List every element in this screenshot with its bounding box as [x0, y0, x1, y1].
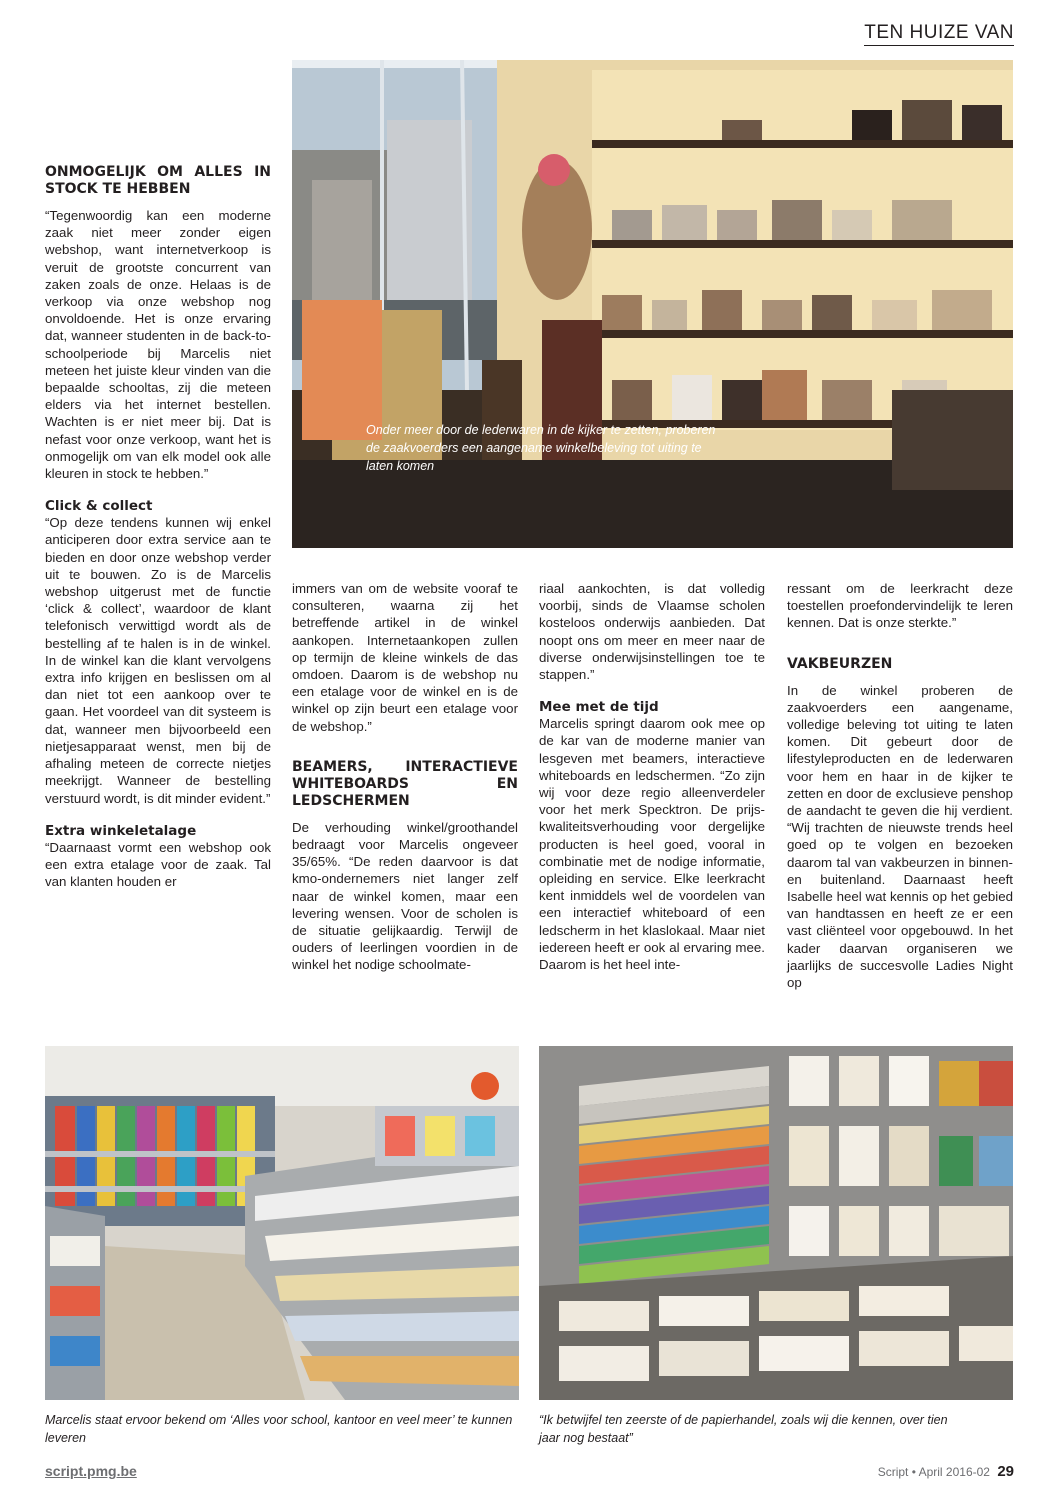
- page-number: 29: [997, 1463, 1014, 1480]
- paragraph: “Daarnaast vormt een webshop ook een extra etalage voor de zaak. Tal van klanten houden er: [45, 839, 271, 890]
- paragraph: immers van om de website vooraf te consulteren, waarna zij het betreffende artikel in de winkel aankopen. Internetaankopen zullen op termijn de kleine winkels de das omdoen. Daarom is de webshop nu een etalage voor de winkel en is de winkel op zijn beurt een etalage voor de webshop.”: [292, 581, 518, 734]
- paragraph: In de winkel proberen de zaakvoerders een aangename, volledige beleving tot uiting te laten komen. Dit gebeurt door de lifestyleproducten en de lederwaren voor hem en haar in de kijker te zetten en door de exclusieve penshop de aandacht te geven die hij verdient. “Wij trachten de nieuwste trends heel goed op te volgen en bezoeken daarom tal van vakbeurzen in binnen- en buitenland. Daarnaast heeft Isabelle heel wat kennis op het gebied van handtassen en heeft ze er een vast cliënteel voor opgebouwd. In het kader daarvan organiseren we jaarlijks de succesvolle Ladies Night op: [787, 682, 1013, 991]
- website-link[interactable]: script.pmg.be: [45, 1463, 137, 1479]
- top-photo-caption: Onder meer door de lederwaren in de kijker te zetten, proberen de zaakvoerders een aangename winkelbeleving tot uiting te laten komen: [366, 423, 716, 473]
- issue-label: Script • April 2016-02: [877, 1465, 990, 1479]
- paragraph: ressant om de leerkracht deze toestellen proefondervindelijk te leren kennen. Dat is onze sterkte.”: [787, 581, 1013, 631]
- paragraph: De verhouding winkel/groothandel bedraagt voor Marcelis ongeveer 35/65%. “De reden daarvoor is dat kmo-ondernemers niet langer zelf naar de winkel komen, maar een levering wensen. Voor de scholen is de situatie gelijkaardig. Terwijl de ouders of leerlingen voordien in de winkel het nodige schoolmate-: [292, 819, 518, 973]
- text-column-4: [787, 580, 1013, 991]
- page-footer: [878, 1463, 1014, 1480]
- text-column-2: [292, 580, 518, 974]
- paragraph: Marcelis springt daarom ook mee op de kar van de moderne manier van lesgeven met beamers, interactieve whiteboards en ledschermen. “Zo zijn wij voor deze regio alleenverdeler voor het merk Specktron. De prijs-kwaliteitsverhouding voor dergelijke producten is heel goed, vooral in combinatie met de nodige informatie, opleiding en service. Elke leerkracht kent inmiddels wel de voordelen van een interactief whiteboard of een ledscherm in het klaslokaal. Maar niet iedereen heeft er ook al ervaring mee. Daarom is het heel inte-: [539, 716, 765, 973]
- heading-vakbeurzen: VAKBEURZEN: [787, 655, 893, 672]
- paragraph: “Op deze tendens kunnen wij enkel anticiperen door extra service aan te bieden en door onze webshop verder uit te bouwen. Zo is de Marcelis webshop uitgerust met de functie ‘click & collect’, waardoor de klant telefonisch verwittigd wordt als de bestelling af te halen is in de winkel. In de winkel kan die klant vervolgens extra info krijgen en beslissen om al dan niet tot een aankoop over te gaan. Het voordeel van dit systeem is dat, wanneer men bijvoorbeeld een nietjesapparaat wenst, men bij de afhaling meteen de correcte nietjes meekrijgt. Wanneer de bestelling verstuurd wordt, is dit minder evident.”: [45, 515, 271, 806]
- paragraph: “Tegenwoordig kan een moderne zaak niet meer zonder eigen webshop, want internetverkoop is veruit de grootste concurrent van zaken zoals de onze. Helaas is de verkoop via onze webshop nog onvoldoende. Het is onze ervaring dat, wanneer studenten in de back-to-schoolperiode bij Marcelis niet meteen het juiste kleur vinden van die bepaalde schooltas, zij die meteen elders via het internet bestellen. Wachten is er niet meer bij. Dat is nefast voor onze verkoop, want het is onmogelijk om van elk model ook alle kleuren in stock te hebben.”: [45, 208, 271, 482]
- text-column-3: [539, 580, 765, 973]
- subheading-extra-winkeletalage: Extra winkeletalage: [45, 822, 197, 839]
- section-tag: TEN HUIZE VAN: [864, 22, 1014, 46]
- bottom-left-caption: Marcelis staat ervoor bekend om ‘Alles voor school, kantoor en veel meer’ te kunnen leveren: [45, 1413, 513, 1445]
- heading-beamers: BEAMERS, INTERACTIEVE WHITEBOARDS EN LEDSCHERMEN: [292, 758, 518, 809]
- bottom-left-photo: [45, 1046, 519, 1400]
- subheading-click-collect: Click & collect: [45, 498, 153, 515]
- paragraph: riaal aankochten, is dat volledig voorbij, sinds de Vlaamse scholen kosteloos onderwijs aanbieden. Dat noopt ons om meer en meer naar de diverse onderwijsinstellingen toe te stappen.”: [539, 581, 765, 683]
- bottom-right-caption: “Ik betwijfel ten zeerste of de papierhandel, zoals wij die kennen, over tien jaar nog bestaat”: [539, 1413, 948, 1445]
- subheading-mee-met-de-tijd: Mee met de tijd: [539, 699, 659, 716]
- text-column-1: [45, 164, 271, 890]
- heading-onmogelijk: ONMOGELIJK OM ALLES IN STOCK TE HEBBEN: [45, 164, 271, 197]
- bottom-right-photo: [539, 1046, 1013, 1400]
